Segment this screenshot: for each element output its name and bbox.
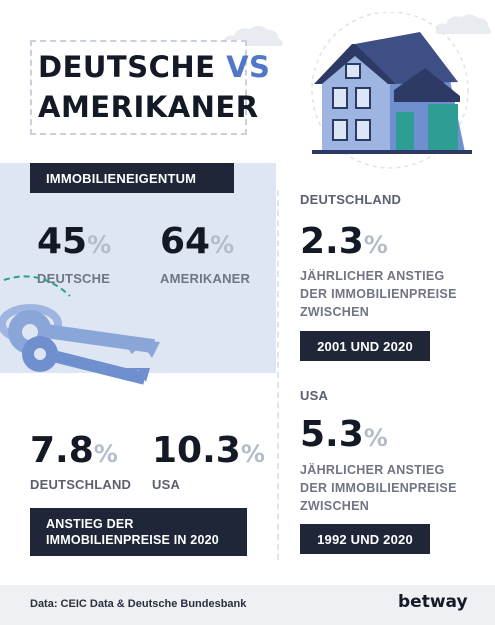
germany-desc-line1: JÄHRLICHER ANSTIEG	[300, 269, 445, 283]
ownership-americans-number: 64	[160, 221, 211, 262]
increase-germany-caption: DEUTSCHLAND	[30, 477, 132, 492]
percent-sign: %	[210, 231, 235, 259]
increase-usa-caption: USA	[152, 477, 181, 492]
title-vs: VS	[226, 50, 271, 84]
increase-usa-number: 10.3	[152, 430, 241, 471]
increase-label-line2: IMMOBILIENPREISE IN 2020	[46, 533, 219, 547]
ownership-label: IMMOBILIENEIGENTUM	[30, 163, 234, 193]
increase-label-line1: ANSTIEG DER	[46, 517, 134, 531]
ownership-americans-caption: AMERIKANER	[160, 271, 251, 286]
title-line2: AMERIKANER	[38, 90, 259, 124]
germany-period-label: 2001 UND 2020	[300, 331, 430, 361]
usa-country-label: USA	[300, 388, 329, 403]
title-part1: DEUTSCHE	[38, 50, 227, 84]
column-divider	[277, 190, 279, 560]
percent-sign: %	[87, 231, 112, 259]
ownership-germans-number: 45	[37, 221, 88, 262]
usa-desc-line3: ZWISCHEN	[300, 499, 370, 513]
percent-sign: %	[363, 231, 388, 259]
usa-annual-description	[300, 461, 457, 515]
percent-sign: %	[93, 440, 118, 468]
usa-period-label: 1992 UND 2020	[300, 524, 430, 554]
title-line1	[38, 50, 270, 84]
keys-illustration	[0, 262, 180, 387]
germany-country-label: DEUTSCHLAND	[300, 192, 402, 207]
ownership-germans-value	[37, 222, 111, 265]
increase-germany-value	[30, 431, 118, 474]
increase-label	[30, 508, 247, 556]
percent-sign: %	[363, 424, 388, 452]
germany-annual-description	[300, 267, 457, 321]
germany-annual-number: 2.3	[300, 221, 364, 262]
footer-source: Data: CEIC Data & Deutsche Bundesbank	[30, 598, 247, 610]
germany-desc-line2: DER IMMOBILIENPREISE	[300, 287, 457, 301]
percent-sign: %	[240, 440, 265, 468]
usa-desc-line1: JÄHRLICHER ANSTIEG	[300, 463, 445, 477]
increase-germany-number: 7.8	[30, 430, 94, 471]
germany-desc-line3: ZWISCHEN	[300, 305, 370, 319]
usa-annual-number: 5.3	[300, 414, 364, 455]
house-illustration	[300, 12, 480, 172]
usa-annual-value	[300, 415, 388, 458]
ownership-germans-caption: DEUTSCHE	[37, 271, 111, 286]
ownership-americans-value	[160, 222, 234, 265]
increase-usa-value	[152, 431, 265, 474]
betway-logo: betway	[398, 592, 468, 612]
usa-desc-line2: DER IMMOBILIENPREISE	[300, 481, 457, 495]
germany-annual-value	[300, 222, 388, 265]
